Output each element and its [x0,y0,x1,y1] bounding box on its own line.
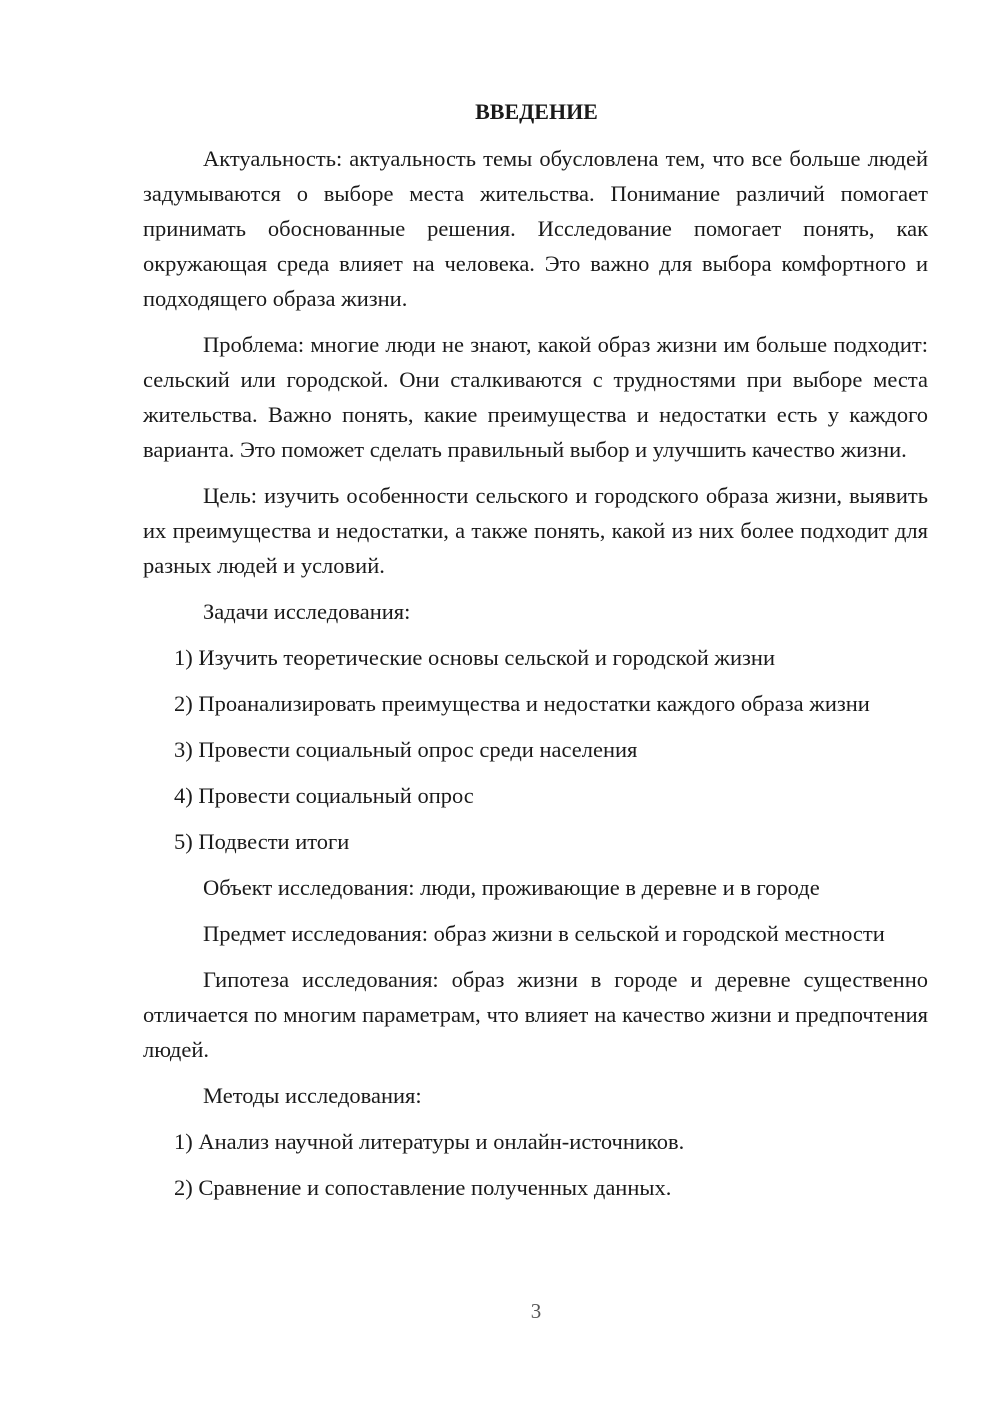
paragraph-object: Объект исследования: люди, проживающие в деревне и в городе [203,875,820,900]
paragraph-subject: Предмет исследования: образ жизни в сельской и городской местности [203,921,885,946]
method-item-1: 1) Анализ научной литературы и онлайн-источников. [174,1129,685,1154]
method-item-2: 2) Сравнение и сопоставление полученных данных. [174,1175,672,1200]
paragraph-problem: Проблема: многие люди не знают, какой образ жизни им больше подходит: сельский или городской. Они сталкиваются с трудностями при выборе места жительства. Важно понять, какие преимущества и недостатки есть у каждого варианта. Это поможет сделать правильный выбор и улучшить качество жизни. [143,332,928,462]
task-item-5: 5) Подвести итоги [174,829,350,854]
tasks-heading: Задачи исследования: [203,599,411,624]
task-item-2: 2) Проанализировать преимущества и недостатки каждого образа жизни [174,691,870,716]
methods-heading: Методы исследования: [203,1083,422,1108]
page-number: 3 [530,1299,542,1323]
paragraph-hypothesis: Гипотеза исследования: образ жизни в городе и деревне существенно отличается по многим параметрам, что влияет на качество жизни и предпочтения людей. [143,967,928,1062]
section-title: ВВЕДЕНИЕ [475,99,598,124]
task-item-3: 3) Провести социальный опрос среди населения [174,737,638,762]
task-item-4: 4) Провести социальный опрос [174,783,474,808]
paragraph-relevance: Актуальность: актуальность темы обусловлена тем, что все больше людей задумываются о выборе места жительства. Понимание различий помогает принимать обоснованные решения. Исследование помогает понять, как окружающая среда влияет на человека. Это важно для выбора комфортного и подходящего образа жизни. [143,146,928,311]
paragraph-goal: Цель: изучить особенности сельского и городского образа жизни, выявить их преимущества и недостатки, а также понять, какой из них более подходит для разных людей и условий. [143,483,928,578]
task-item-1: 1) Изучить теоретические основы сельской и городской жизни [174,645,775,670]
document-body [143,94,928,1205]
